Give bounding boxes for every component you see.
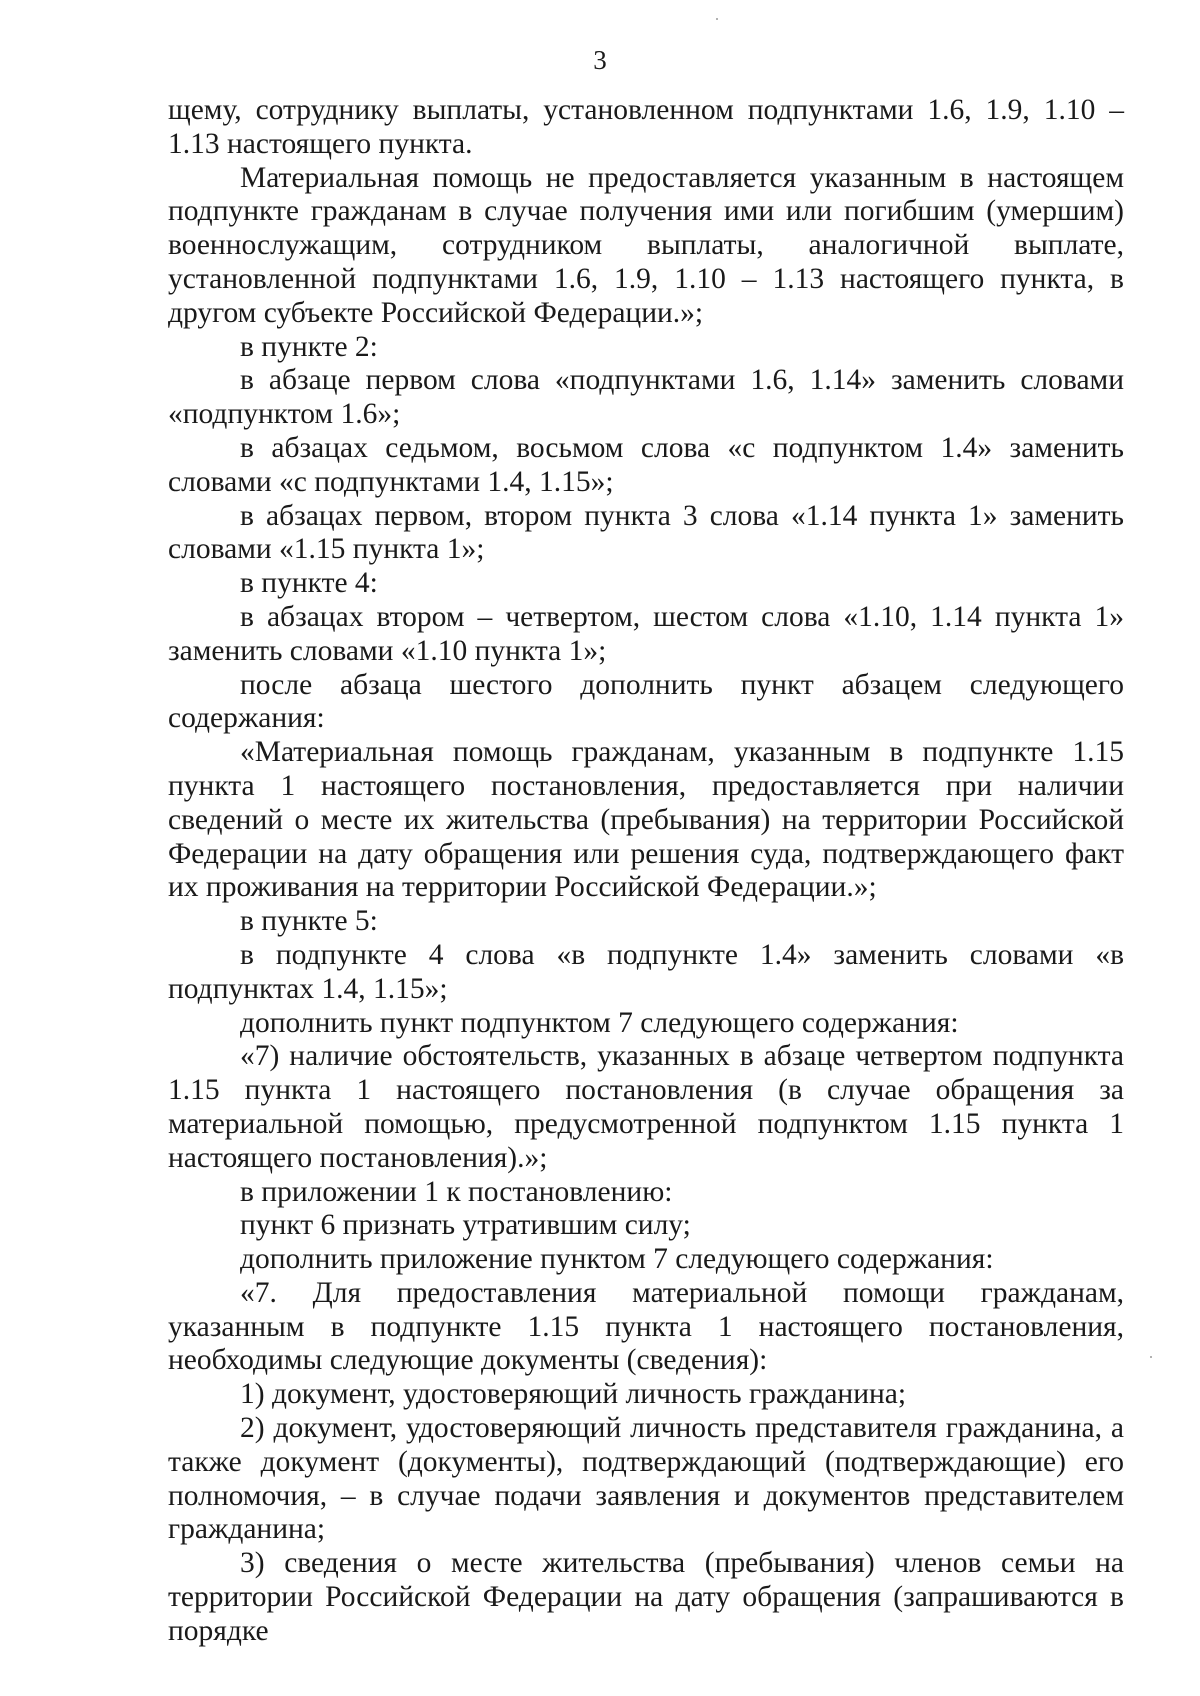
paragraph: в абзацах седьмом, восьмом слова «с подпунктом 1.4» заменить словами «с подпунктами 1.4, 1.15»;	[168, 431, 1124, 498]
paragraph: в приложении 1 к постановлению:	[240, 1175, 673, 1208]
paragraph: в пункте 2:	[240, 330, 378, 363]
paragraph: в подпункте 4 слова «в подпункте 1.4» заменить словами «в подпунктах 1.4, 1.15»;	[168, 938, 1124, 1005]
paragraph: «7) наличие обстоятельств, указанных в абзаце четвертом подпункта 1.15 пункта 1 настоящего постановления (в случае обращения за материальной помощью, предусмотренной подпунктом 1.15 пункта 1 настоящего постановления).»;	[168, 1040, 1124, 1174]
paragraph: после абзаца шестого дополнить пункт абзацем следующего содержания:	[168, 668, 1124, 735]
paragraph: «Материальная помощь гражданам, указанным в подпункте 1.15 пункта 1 настоящего постановления, предоставляется при наличии сведений о месте их жительства (пребывания) на территории Российской Федерации на дату обращения или решения суда, подтверждающего факт их проживания на территории Российской Федерации.»;	[168, 736, 1124, 904]
paragraph: 3) сведения о месте жительства (пребывания) членов семьи на территории Российской Федерации на дату обращения (запрашиваются в порядке	[168, 1547, 1124, 1647]
paragraph: в абзацах первом, втором пункта 3 слова «1.14 пункта 1» заменить словами «1.15 пункта 1»;	[168, 499, 1124, 566]
paragraph: в абзацах втором – четвертом, шестом слова «1.10, 1.14 пункта 1» заменить словами «1.10 пункта 1»;	[168, 600, 1124, 667]
paragraph: Материальная помощь не предоставляется указанным в настоящем подпункте гражданам в случае получения ими или погибшим (умершим) военнослужащим, сотрудником выплаты, аналогичной выплате, установленной подпунктами 1.6, 1.9, 1.10 – 1.13 настоящего пункта, в другом субъекте Российской Федерации.»;	[168, 161, 1124, 329]
paragraph: 1) документ, удостоверяющий личность гражданина;	[240, 1378, 907, 1411]
paragraph: щему, сотруднику выплаты, установленном подпунктами 1.6, 1.9, 1.10 – 1.13 настоящего пункта.	[168, 94, 1124, 160]
paragraph: в пункте 5:	[240, 905, 378, 938]
paragraph: 2) документ, удостоверяющий личность представителя гражданина, а также документ (документы), подтверждающий (подтверждающие) его полномочия, – в случае подачи заявления и документов представителем гражданина;	[168, 1412, 1124, 1546]
paragraph: дополнить приложение пунктом 7 следующего содержания:	[240, 1243, 994, 1276]
paragraph: в пункте 4:	[240, 567, 378, 600]
scan-speck	[716, 18, 718, 20]
document-body	[168, 94, 1124, 1649]
paragraph: «7. Для предоставления материальной помощи гражданам, указанным в подпункте 1.15 пункта 1 настоящего постановления, необходимы следующие документы (сведения):	[168, 1276, 1124, 1377]
paragraph: пункт 6 признать утратившим силу;	[240, 1209, 691, 1242]
page-number: 3	[593, 45, 607, 75]
paragraph: дополнить пункт подпунктом 7 следующего содержания:	[240, 1006, 959, 1039]
paragraph: в абзаце первом слова «подпунктами 1.6, 1.14» заменить словами «подпунктом 1.6»;	[168, 364, 1124, 431]
scan-speck	[1150, 1356, 1152, 1358]
